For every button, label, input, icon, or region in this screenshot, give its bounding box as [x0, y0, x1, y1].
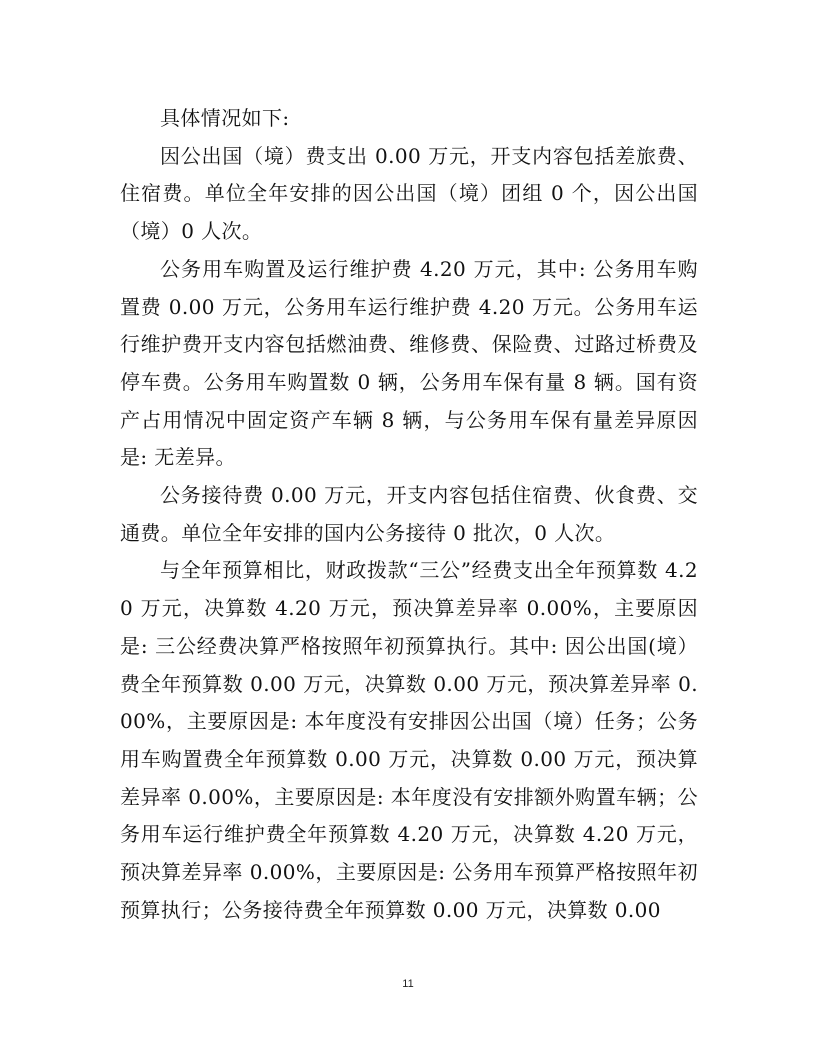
- page-number: 11: [402, 978, 414, 990]
- paragraph-official-reception: 公务接待费 0.00 万元，开支内容包括住宿费、伙食费、交通费。单位全年安排的国内公务接待 0 批次，0 人次。: [120, 483, 698, 545]
- paragraph-intro: 具体情况如下:: [160, 106, 290, 130]
- paragraph-budget-comparison: 与全年预算相比，财政拨款“三公”经费支出全年预算数 4.20 万元，决算数 4.20 万元，预决算差异率 0.00%，主要原因是: 三公经费决算严格按照年初预算执行。其中: 因公出国(境）费全年预算数 0.00 万元，决算数 0.00 万元，预决算差异率 0.00%，主要原因是: 本年度没有安排因公出国（境）任务；公务用车购置费全年预算数 0.00 万元，决算数 0.00 万元，预决算差异率 0.00%，主要原因是: 本年度没有安排额外购置车辆；公务用车运行维护费全年预算数 4.20 万元，决算数 4.20 万元，预决算差异率 0.00%，主要原因是: 公务用车预算严格按照年初预算执行；公务接待费全年预算数 0.00 万元，决算数 0.00: [120, 558, 698, 922]
- document-body: [120, 100, 698, 929]
- paragraph-overseas-travel: 因公出国（境）费支出 0.00 万元，开支内容包括差旅费、住宿费。单位全年安排的因公出国（境）团组 0 个，因公出国（境）0 人次。: [120, 143, 698, 244]
- paragraph-official-vehicles: 公务用车购置及运行维护费 4.20 万元，其中: 公务用车购置费 0.00 万元，公务用车运行维护费 4.20 万元。公务用车运行维护费开支内容包括燃油费、维修费、保险费、过路过桥费及停车费。公务用车购置数 0 辆，公务用车保有量 8 辆。国有资产占用情况中固定资产车辆 8 辆，与公务用车保有量差异原因是: 无差异。: [120, 256, 698, 470]
